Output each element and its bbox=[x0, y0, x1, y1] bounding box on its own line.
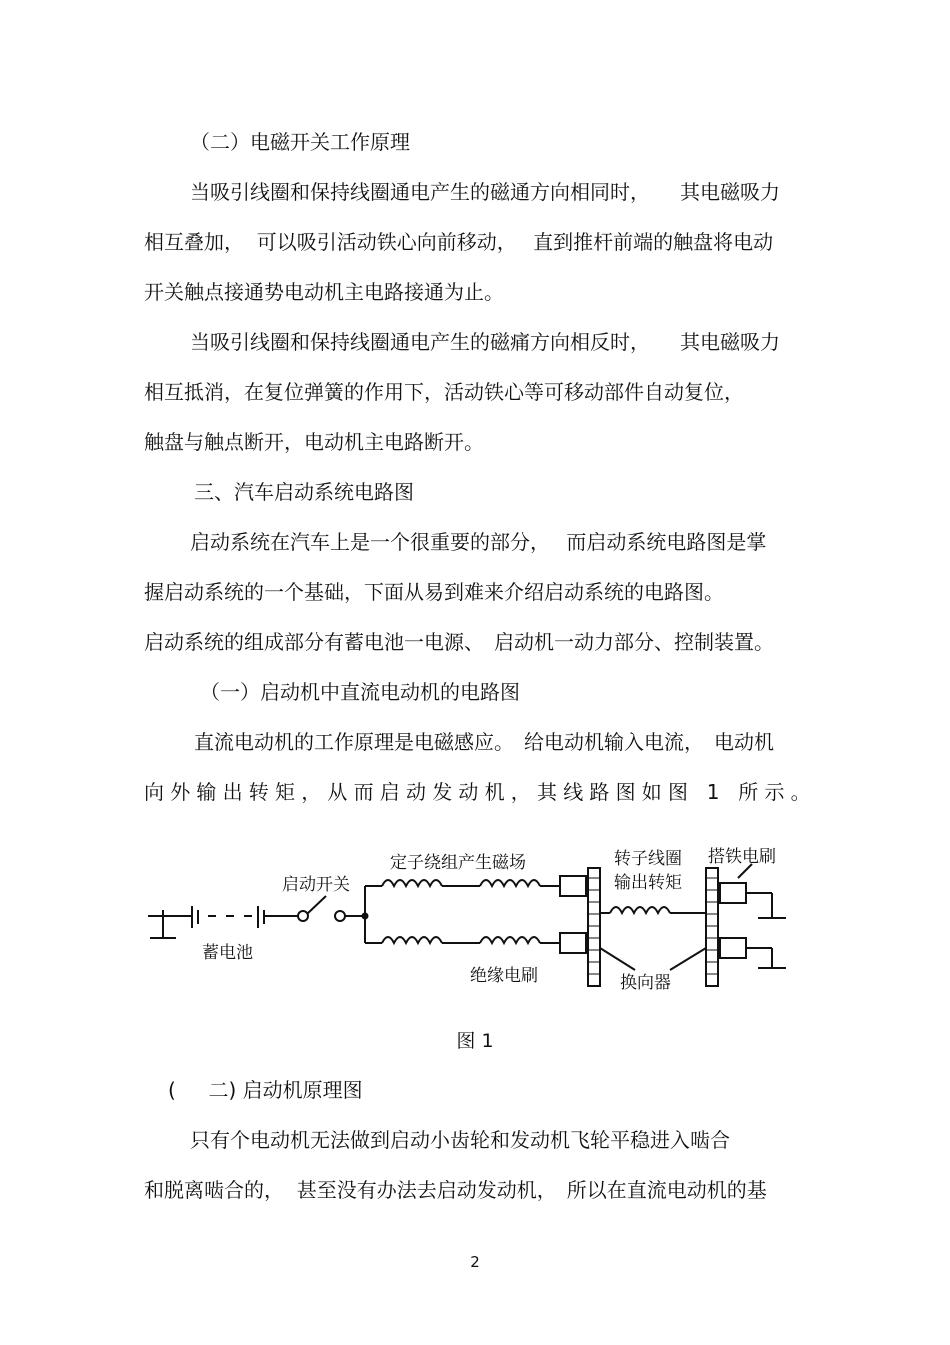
section-heading-starting-circuit: 三、汽车启动系统电路图 bbox=[194, 480, 414, 504]
paragraph-line: 相互抵消，在复位弹簧的作用下，活动铁心等可移动部件自动复位， bbox=[144, 380, 744, 404]
paragraph-line: 直流电动机的工作原理是电磁感应。 给电动机输入电流， 电动机 bbox=[194, 730, 774, 754]
paragraph-line: 启动系统在汽车上是一个很重要的部分， 而启动系统电路图是掌 bbox=[190, 530, 767, 554]
paragraph-line: 启动系统的组成部分有蓄电池一电源、 启动机一动力部分、控制装置。 bbox=[144, 630, 774, 654]
label-insulated-brush: 绝缘电刷 bbox=[470, 966, 538, 986]
label-battery: 蓄电池 bbox=[202, 943, 253, 963]
section-heading-dc-motor: （一）启动机中直流电动机的电路图 bbox=[200, 680, 520, 704]
label-output-torque: 输出转矩 bbox=[614, 873, 682, 893]
page-number: 2 bbox=[470, 1253, 480, 1271]
paragraph-line: 开关触点接通势电动机主电路接通为止。 bbox=[144, 280, 504, 304]
label-start-switch: 启动开关 bbox=[282, 875, 350, 895]
label-rotor-coil: 转子线圈 bbox=[614, 849, 682, 869]
paragraph-line: 当吸引线圈和保持线圈通电产生的磁痛方向相反时， 其电磁吸力 bbox=[190, 330, 780, 354]
paragraph-line: 和脱离啮合的， 甚至没有办法去启动发动机， 所以在直流电动机的基 bbox=[144, 1178, 767, 1202]
paragraph-line: 当吸引线圈和保持线圈通电产生的磁通方向相同时， 其电磁吸力 bbox=[190, 180, 780, 204]
dc-motor-circuit-diagram bbox=[140, 838, 800, 1008]
paragraph-line: 触盘与触点断开，电动机主电路断开。 bbox=[144, 430, 484, 454]
paragraph-line: 握启动系统的一个基础，下面从易到难来介绍启动系统的电路图。 bbox=[144, 580, 724, 604]
label-commutator: 换向器 bbox=[620, 973, 671, 993]
label-ground-brush: 搭铁电刷 bbox=[708, 847, 776, 867]
label-stator-winding: 定子绕组产生磁场 bbox=[390, 853, 526, 873]
figure-caption: 图 1 bbox=[456, 1030, 494, 1052]
paragraph-line: 向外输出转矩，从而启动发动机，其线路图如图 1 所示。 bbox=[144, 780, 817, 804]
section-heading-starter-principle: ( 二) 启动机原理图 bbox=[168, 1078, 363, 1102]
paragraph-line: 只有个电动机无法做到启动小齿轮和发动机飞轮平稳进入啮合 bbox=[190, 1128, 730, 1152]
paragraph-line: 相互叠加， 可以吸引活动铁心向前移动， 直到推杆前端的触盘将电动 bbox=[144, 230, 774, 254]
section-heading-electromagnetic-switch: （二）电磁开关工作原理 bbox=[190, 130, 410, 154]
